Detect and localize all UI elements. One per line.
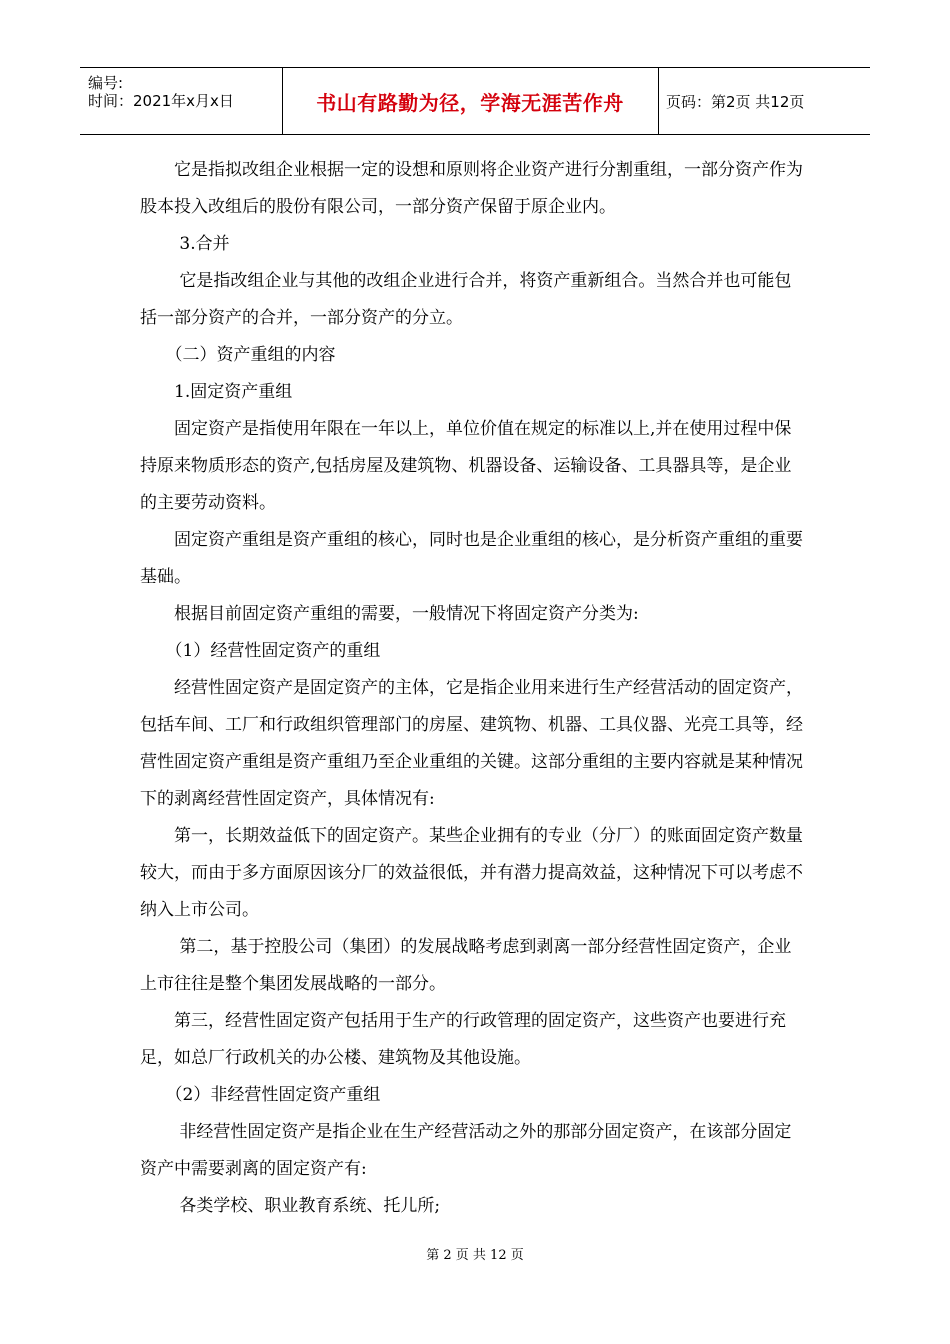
paragraph: 固定资产是指使用年限在一年以上，单位价值在规定的标准以上,并在使用过程中保持原来物质形态的资产,包括房屋及建筑物、机器设备、运输设备、工具器具等，是企业的主要劳动资料。 (140, 419, 792, 513)
paragraph: 它是指改组企业与其他的改组企业进行合并，将资产重新组合。当然合并也可能包括一部分资产的合并，一部分资产的分立。 (140, 271, 792, 328)
header-motto: 书山有路勤为径，学海无涯苦作舟 (282, 68, 659, 134)
page-footer: 第 2 页 共 12 页 (426, 1248, 524, 1263)
paragraph: 第二，基于控股公司（集团）的发展战略考虑到剥离一部分经营性固定资产，企业上市往往是整个集团发展战略的一部分。 (140, 937, 792, 994)
paragraph: 各类学校、职业教育系统、托儿所; (140, 1196, 441, 1216)
section-heading: （二）资产重组的内容 (140, 345, 336, 365)
paragraph: 经营性固定资产是固定资产的主体，它是指企业用来进行生产经营活动的固定资产，包括车间、工厂和行政组织管理部门的房屋、建筑物、机器、工具仪器、光亮工具等，经营性固定资产重组是资产重组乃至企业重组的关键。这部分重组的主要内容就是某种情况下的剥离经营性固定资产，具体情况有: (140, 678, 803, 809)
paragraph: 固定资产重组是资产重组的核心，同时也是企业重组的核心，是分析资产重组的重要基础。 (140, 530, 803, 587)
subsection-heading: （2）非经营性固定资产重组 (140, 1085, 381, 1105)
paragraph: 3.合并 (140, 234, 230, 254)
header-left-cell (80, 68, 283, 134)
subsection-heading: （1）经营性固定资产的重组 (140, 641, 381, 661)
paragraph: 第一，长期效益低下的固定资产。某些企业拥有的专业（分厂）的账面固定资产数量较大，而由于多方面原因该分厂的效益很低，并有潜力提高效益，这种情况下可以考虑不纳入上市公司。 (140, 826, 803, 920)
paragraph: 它是指拟改组企业根据一定的设想和原则将企业资产进行分割重组，一部分资产作为股本投入改组后的股份有限公司，一部分资产保留于原企业内。 (140, 160, 803, 217)
doc-date-label: 时间：2021年x月x日 (88, 92, 234, 110)
doc-code-label: 编号: (88, 74, 124, 92)
paragraph: 第三，经营性固定资产包括用于生产的行政管理的固定资产，这些资产也要进行充足，如总厂行政机关的办公楼、建筑物及其他设施。 (140, 1011, 786, 1068)
subsection-heading: 1.固定资产重组 (140, 382, 293, 402)
document-body (140, 152, 808, 1225)
header-page-info: 页码：第2页 共12页 (666, 92, 805, 111)
paragraph: 根据目前固定资产重组的需要，一般情况下将固定资产分类为: (140, 604, 639, 624)
page-header (80, 67, 870, 135)
paragraph: 非经营性固定资产是指企业在生产经营活动之外的那部分固定资产，在该部分固定资产中需要剥离的固定资产有: (140, 1122, 792, 1179)
